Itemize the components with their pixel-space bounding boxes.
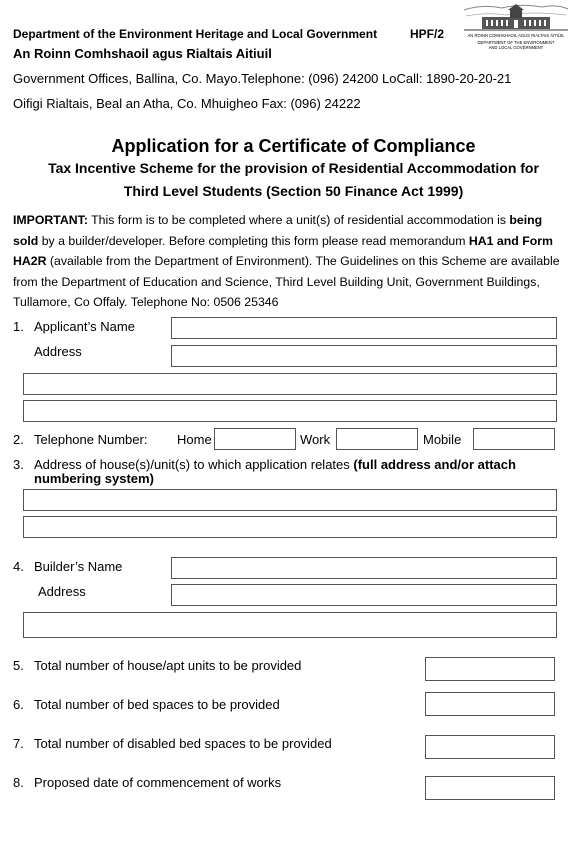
total-units-field[interactable] [425,657,555,681]
builder-address-field-1[interactable] [171,584,557,606]
applicant-address-field-1[interactable] [171,345,557,367]
commencement-date-label: Proposed date of commencement of works [34,775,282,790]
department-logo [462,2,570,60]
question-number: 2. [13,432,24,447]
builder-address-field-2[interactable] [23,612,557,638]
total-units-label: Total number of house/apt units to be provided [34,658,302,673]
applicant-address-field-2[interactable] [23,373,557,395]
department-name-irish: An Roinn Comhshaoil agus Rialtais Aitiuil [13,46,272,61]
applicant-address-field-3[interactable] [23,400,557,422]
form-code: HPF/2 [410,27,445,41]
work-phone-field[interactable] [336,428,418,450]
disabled-bed-spaces-label: Total number of disabled bed spaces to be provided [34,736,332,751]
bed-spaces-field[interactable] [425,692,555,716]
address-english: Government Offices, Ballina, Co. Mayo.Telephone: (096) 24200 LoCall: 1890-20-20-21 [13,71,512,86]
page-subtitle-line1: Tax Incentive Scheme for the provision of Residential Accommodation for [48,160,539,176]
page-subtitle-line2: Third Level Students (Section 50 Finance Act 1999) [123,183,464,199]
svg-text:AND LOCAL GOVERNMENT: AND LOCAL GOVERNMENT [488,45,544,50]
question-number: 3. [13,457,24,472]
important-label: IMPORTANT: [13,213,88,227]
telephone-label: Telephone Number: [34,432,148,447]
bed-spaces-label: Total number of bed spaces to be provided [34,697,280,712]
applicant-address-label: Address [34,344,82,359]
property-address-field-1[interactable] [23,489,557,511]
building-logo-icon [462,2,570,60]
page-title: Application for a Certificate of Compliance [111,136,476,156]
property-address-label: Address of house(s)/unit(s) to which application relates (full address and/or attach [34,457,516,472]
question-number: 5. [13,658,24,673]
builder-name-field[interactable] [171,557,557,579]
applicant-name-label: Applicant’s Name [34,319,135,334]
question-number: 6. [13,697,24,712]
property-address-label-cont: numbering system) [34,471,154,486]
home-phone-field[interactable] [214,428,296,450]
svg-text:DEPARTMENT OF THE ENVIRONMENT: DEPARTMENT OF THE ENVIRONMENT [477,40,555,45]
svg-text:AN ROINN COMHSHAOIL AGUS RIALT: AN ROINN COMHSHAOIL AGUS RIALTAIS ÁITIÚIL [467,33,565,38]
question-number: 4. [13,559,24,574]
work-phone-label: Work [300,432,331,447]
disabled-bed-spaces-field[interactable] [425,735,555,759]
department-name: Department of the Environment Heritage and Local Government [13,27,378,41]
property-address-field-2[interactable] [23,516,557,538]
builder-address-label: Address [38,584,86,599]
applicant-name-field[interactable] [171,317,557,339]
home-phone-label: Home [177,432,212,447]
question-number: 7. [13,736,24,751]
important-notice: IMPORTANT: This form is to be completed where a unit(s) of residential accommodation is being sold by a builder/developer. Before completing this form please read memorandum HA1 and Form HA2R (available from the Department of Environment). The Guidelines on this Scheme are available from the Department of Education and Science, Third Level Building Unit, Government Buildings, Tullamore, Co Offaly. Telephone No: 0506 25346 [13,213,560,309]
question-number: 1. [13,319,24,334]
address-irish: Oifigi Rialtais, Beal an Atha, Co. Mhuigheo Fax: (096) 24222 [13,96,361,111]
builder-name-label: Builder’s Name [34,559,123,574]
commencement-date-field[interactable] [425,776,555,800]
question-number: 8. [13,775,24,790]
mobile-phone-label: Mobile [423,432,462,447]
mobile-phone-field[interactable] [473,428,555,450]
